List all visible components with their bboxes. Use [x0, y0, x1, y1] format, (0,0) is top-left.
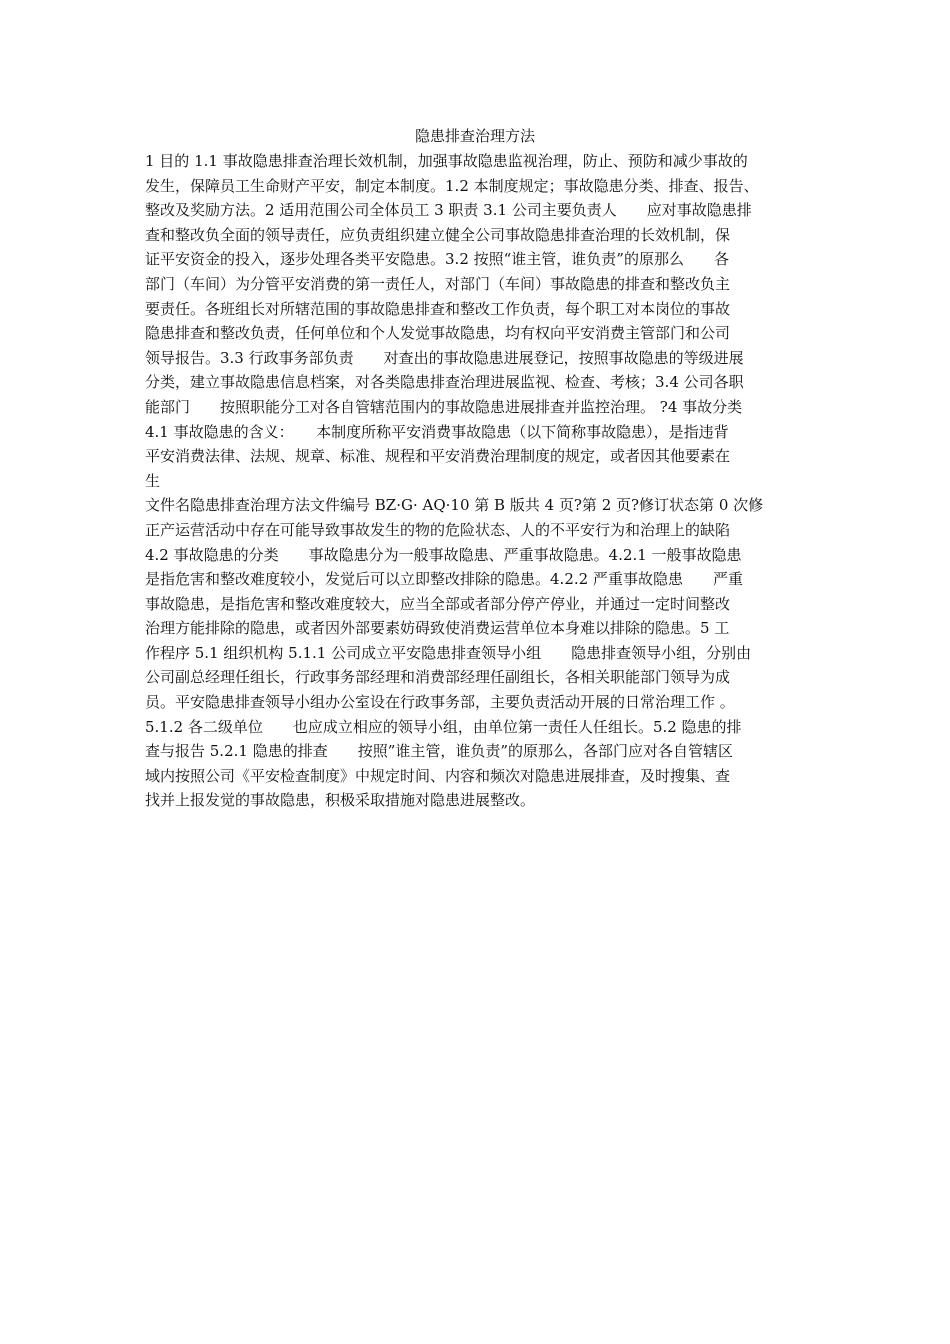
body-line: 公司副总经理任组长，行政事务部经理和消费部经理任副组长，各相关职能部门领导为成: [145, 668, 731, 687]
document-title: 隐患排查治理方法: [414, 127, 535, 145]
body-line: 要责任。各班组长对所辖范围的事故隐患排查和整改工作负责，每个职工对本岗位的事故: [145, 299, 731, 318]
body-line: 4.2 事故隐患的分类 事故隐患分为一般事故隐患、严重事故隐患。4.2.1 一般事故隐患: [145, 545, 742, 564]
body-line: 是指危害和整改难度较小，发觉后可以立即整改排除的隐患。4.2.2 严重事故隐患 严重: [145, 570, 743, 589]
body-line: 能部门 按照职能分工对各自管辖范围内的事故隐患进展排查并监控治理。 ?4 事故分类: [145, 397, 743, 416]
body-line: 领导报告。3.3 行政事务部负责 对查出的事故隐患进展登记，按照事故隐患的等级进展: [145, 348, 744, 367]
body-line: 证平安资金的投入，逐步处理各类平安隐患。3.2 按照“谁主管，谁负责”的原那么 各: [145, 250, 729, 269]
body-line: 生: [145, 471, 161, 490]
body-line: 查和整改负全面的领导责任，应负责组织建立健全公司事故隐患排查治理的长效机制，保: [145, 225, 731, 244]
body-line: 事故隐患，是指危害和整改难度较大，应当全部或者部分停产停业，并通过一定时间整改: [145, 594, 731, 613]
body-line: 部门（车间）为分管平安消费的第一责任人，对部门（车间）事故隐患的排查和整改负主: [145, 274, 731, 293]
body-line: 整改及奖励方法。2 适用范围公司全体员工 3 职责 3.1 公司主要负责人 应对事故隐患排: [145, 201, 752, 220]
body-line: 查与报告 5.2.1 隐患的排查 按照”谁主管，谁负责”的原那么，各部门应对各自管辖区: [145, 742, 734, 761]
body-line: 分类，建立事故隐患信息档案，对各类隐患排查治理进展监视、检查、考核；3.4 公司各职: [145, 373, 744, 392]
body-line: 域内按照公司《平安检查制度》中规定时间、内容和频次对隐患进展排查，及时搜集、查: [145, 766, 731, 785]
body-line: 治理方能排除的隐患，或者因外部要素妨碍致使消费运营单位本身难以排除的隐患。5 工: [145, 619, 730, 638]
body-line: 作程序 5.1 组织机构 5.1.1 公司成立平安隐患排查领导小组 隐患排查领导小组，分别由: [145, 643, 752, 662]
body-line: 4.1 事故隐患的含义： 本制度所称平安消费事故隐患（以下简称事故隐患），是指违背: [145, 422, 729, 441]
body-line: 1 目的 1.1 事故隐患排查治理长效机制，加强事故隐患监视治理，防止、预防和减少事故的: [145, 152, 748, 170]
body-line: 找并上报发觉的事故隐患，积极采取措施对隐患进展整改。: [145, 791, 536, 810]
body-line: 隐患排查和整改负责，任何单位和个人发觉事故隐患，均有权向平安消费主管部门和公司: [145, 324, 731, 343]
body-line: 平安消费法律、法规、规章、标准、规程和平安消费治理制度的规定，或者因其他要素在: [145, 447, 731, 466]
body-line: 文件名隐患排查治理方法文件编号 BZ·G· AQ·10 第 B 版共 4 页?第 2 页?修订状态第 0 次修: [145, 496, 764, 515]
document-body: [145, 149, 809, 813]
body-line: 发生，保障员工生命财产平安，制定本制度。1.2 本制度规定；事故隐患分类、排查、报告、: [145, 176, 759, 195]
body-line: 正产运营活动中存在可能导致事故发生的物的危险状态、人的不平安行为和治理上的缺陷: [145, 520, 731, 539]
body-line: 5.1.2 各二级单位 也应成立相应的领导小组，由单位第一责任人任组长。5.2 隐患的排: [145, 717, 742, 736]
body-line: 员。平安隐患排查领导小组办公室设在行政事务部，主要负责活动开展的日常治理工作 。: [145, 693, 735, 712]
